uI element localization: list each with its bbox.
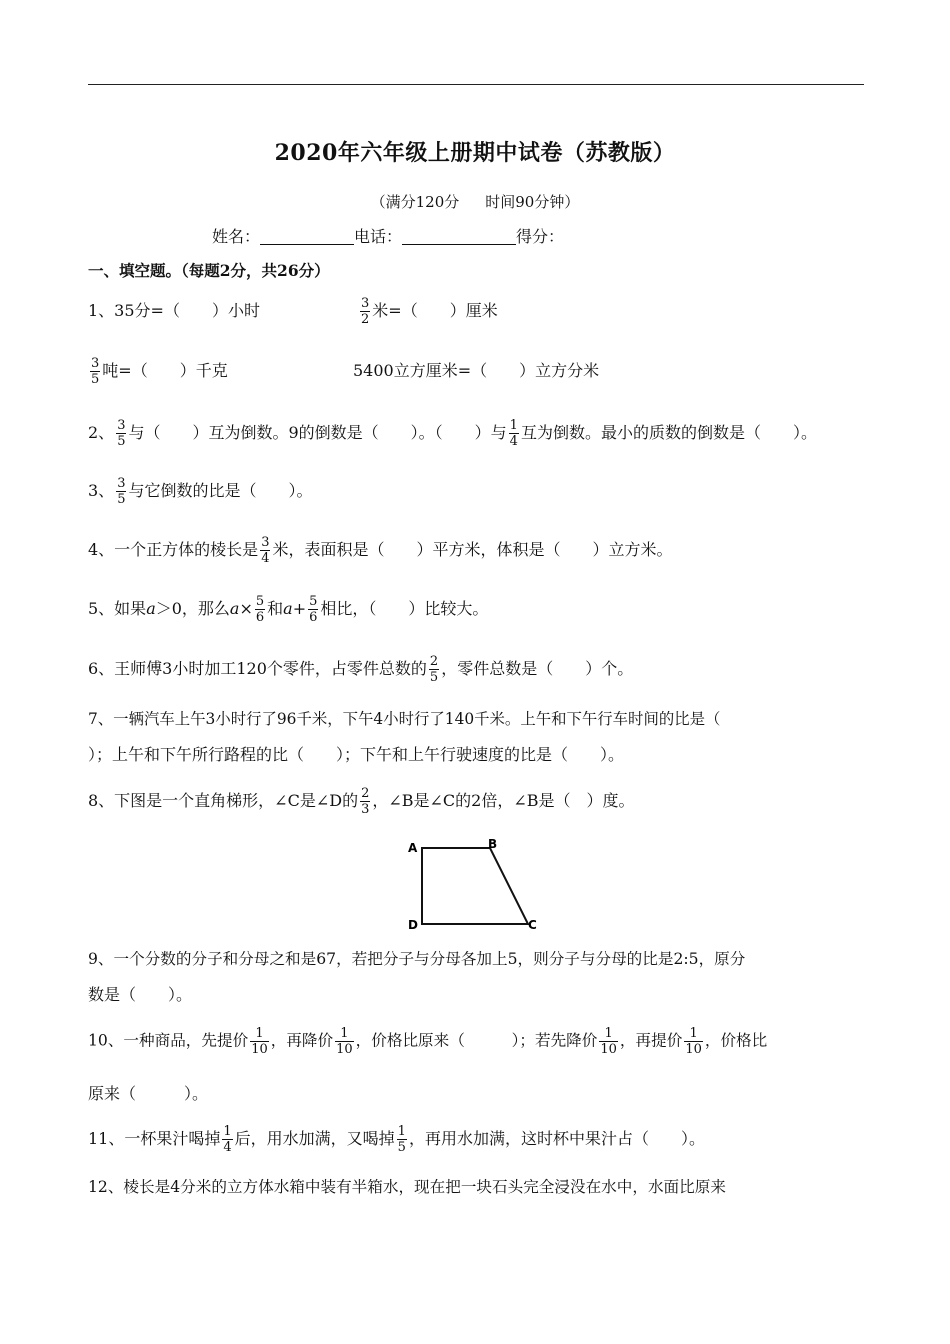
question-8: 8、下图是一个直角梯形，∠C是∠D的 $\frac{2}{3}$ ，∠B是∠C的2倍，∠B是（ ）度。 [88,786,635,817]
question-4: 4、一个正方体的棱长是 $\frac{3}{4}$ 米，表面积是（ ）平方米，体积是（ ）立方米。 [88,535,673,566]
time-text: 时间90分钟） [485,193,580,211]
question-9-line-1: 9、一个分数的分子和分母之和是67，若把分子与分母各加上5，则分子与分母的比是2:5，原分 [88,950,746,968]
name-blank[interactable] [260,228,354,245]
question-3: 3、 $\frac{3}{5}$ 与它倒数的比是（ ）。 [88,476,313,507]
question-1-line-2: $\frac{3}{5}$ 吨=（ ）千克 [91,356,228,387]
fraction: $\frac{5}{6}$ [255,594,265,625]
vertex-label-a: A [408,841,418,855]
question-11: 11、一杯果汁喝掉 $\frac{1}{4}$ 后，用水加满，又喝掉 $\frac{1}{5}$ ，再用水加满，这时杯中果汁占（ ）。 [88,1124,705,1155]
top-rule [88,84,864,85]
section-heading: 一、填空题。（每题2分，共26分） [88,261,330,280]
score-label: 得分： [516,227,565,246]
question-12-line-1: 12、棱长是4分米的立方体水箱中装有半箱水，现在把一块石头完全浸没在水中，水面比原来 [88,1178,726,1196]
right-trapezoid-shape [422,848,528,924]
fraction: $\frac{1}{4}$ [223,1124,232,1155]
student-info-row [212,224,564,247]
fraction: $\frac{3}{4}$ [261,535,270,566]
fraction: $\frac{3}{5}$ [91,356,100,387]
vertex-label-d: D [408,918,418,932]
fraction: $\frac{3}{5}$ [117,476,126,507]
fraction: $\frac{1}{10}$ [251,1026,268,1057]
question-10-line-2: 原来（ ）。 [88,1084,209,1103]
exam-subtitle [0,191,950,212]
vertex-label-b: B [488,837,498,851]
fraction: $\frac{3}{2}$ [361,296,370,327]
question-9-line-2: 数是（ ）。 [88,985,193,1004]
page-title: 2020年六年级上册期中试卷（苏教版） [274,140,676,166]
fraction: $\frac{2}{5}$ [429,654,439,685]
question-6: 6、王师傅3小时加工120个零件，占零件总数的 $\frac{2}{5}$ ，零件总数是（ ）个。 [88,654,634,685]
fraction: $\frac{5}{6}$ [309,594,318,625]
question-2: 2、 $\frac{3}{5}$ 与（ ）互为倒数。9的倒数是（ ）。（ ）与 $\frac{1}{4}$ 互为倒数。最小的质数的倒数是（ ）。 [88,418,817,449]
question-10-line-1: 10、一种商品，先提价 $\frac{1}{10}$ ，再降价 $\frac{1}{10}$ ，价格比原来（ ）；若先降价 $\frac{1}{10}$ ，再提价 $\frac{1}{10}$ ，价格比 [88,1026,768,1057]
question-5: 5、如果a＞0，那么a× $\frac{5}{6}$ 和a+ $\frac{5}{6}$ 相比，（ ）比较大。 [88,594,489,625]
fraction: $\frac{1}{10}$ [685,1026,702,1057]
question-1-part-d: 5400立方厘米=（ ）立方分米 [353,361,600,380]
fraction: $\frac{1}{10}$ [336,1026,353,1057]
fraction: $\frac{1}{5}$ [397,1124,406,1155]
fraction: $\frac{2}{3}$ [361,786,370,817]
question-7-line-1: 7、一辆汽车上午3小时行了96千米，下午4小时行了140千米。上午和下午行车时间的比是（ [88,710,721,728]
name-label: 姓名： [212,227,261,246]
fraction: $\frac{1}{4}$ [509,418,518,449]
phone-blank[interactable] [402,228,516,245]
question-1-line-1 [88,300,260,322]
vertex-label-c: C [528,918,537,932]
full-score-text: （满分120分 [370,193,460,211]
fraction: $\frac{1}{10}$ [600,1026,617,1057]
question-7-line-2: ）；上午和下午所行路程的比（ ）；下午和上午行驶速度的比是（ ）。 [88,745,625,764]
question-1-part-b: $\frac{3}{2}$ 米=（ ）厘米 [361,296,498,327]
trapezoid-figure [404,836,544,932]
phone-label: 电话： [354,227,403,246]
q1-part-a: 1、35分=（ ）小时 [88,301,260,320]
fraction: $\frac{3}{5}$ [117,418,126,449]
